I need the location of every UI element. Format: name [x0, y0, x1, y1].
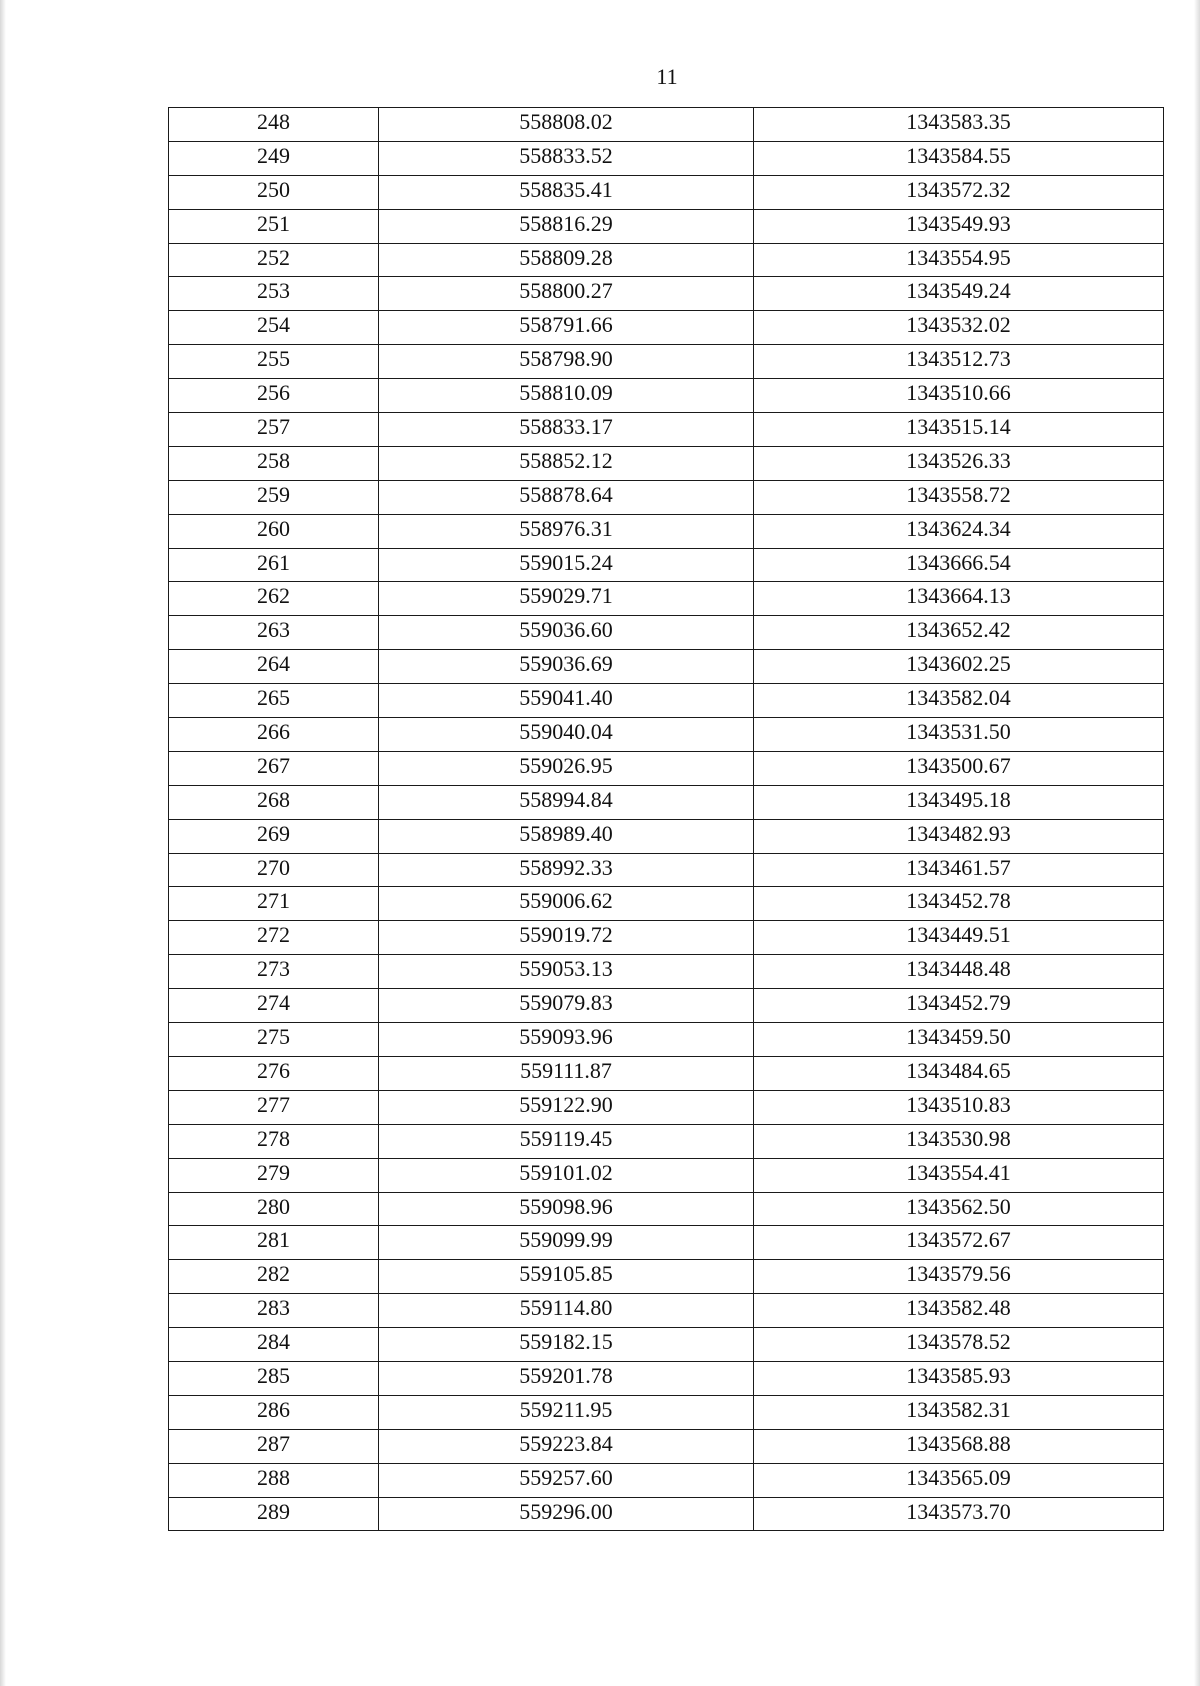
table-row — [169, 887, 1164, 921]
point-number-cell — [169, 446, 379, 480]
x-coordinate-cell — [379, 1226, 754, 1260]
x-coordinate-cell — [379, 1361, 754, 1395]
cell-text: 1343582.04 — [906, 685, 1011, 711]
point-number-cell — [169, 921, 379, 955]
table-row — [169, 108, 1164, 142]
cell-text: 248 — [257, 109, 290, 134]
y-coordinate-cell — [754, 379, 1164, 413]
x-coordinate-cell — [379, 684, 754, 718]
cell-text: 274 — [257, 990, 290, 1016]
cell-text: 558976.31 — [519, 515, 613, 541]
table-row — [169, 1158, 1164, 1192]
y-coordinate-cell — [754, 955, 1164, 989]
cell-text: 558835.41 — [519, 176, 613, 202]
cell-text: 260 — [257, 515, 290, 541]
cell-text: 1343664.13 — [906, 583, 1011, 609]
cell-text: 283 — [257, 1295, 290, 1321]
coordinates-table-body — [169, 108, 1164, 1531]
cell-text: 558852.12 — [519, 447, 613, 473]
y-coordinate-cell — [754, 1260, 1164, 1294]
x-coordinate-cell — [379, 209, 754, 243]
table-row — [169, 243, 1164, 277]
cell-text: 1343585.93 — [906, 1362, 1011, 1388]
table-row — [169, 1090, 1164, 1124]
cell-text: 559006.62 — [519, 888, 613, 914]
point-number-cell — [169, 277, 379, 311]
y-coordinate-cell — [754, 243, 1164, 277]
y-coordinate-cell — [754, 1294, 1164, 1328]
point-number-cell — [169, 311, 379, 345]
x-coordinate-cell — [379, 379, 754, 413]
x-coordinate-cell — [379, 989, 754, 1023]
cell-text: 1343582.48 — [906, 1295, 1011, 1321]
cell-text: 1343554.41 — [906, 1159, 1011, 1185]
point-number-cell — [169, 1463, 379, 1497]
x-coordinate-cell — [379, 1294, 754, 1328]
x-coordinate-cell — [379, 548, 754, 582]
cell-text: 279 — [257, 1159, 290, 1185]
cell-text: 558798.90 — [519, 346, 613, 372]
cell-text: 256 — [257, 380, 290, 406]
cell-text: 286 — [257, 1396, 290, 1422]
cell-text: 1343579.56 — [906, 1261, 1011, 1287]
point-number-cell — [169, 141, 379, 175]
y-coordinate-cell — [754, 1429, 1164, 1463]
cell-text: 253 — [257, 278, 290, 304]
cell-text: 257 — [257, 414, 290, 440]
y-coordinate-cell — [754, 446, 1164, 480]
table-row — [169, 955, 1164, 989]
x-coordinate-cell — [379, 345, 754, 379]
cell-text: 559296.00 — [519, 1498, 613, 1524]
point-number-cell — [169, 1192, 379, 1226]
point-number-cell — [169, 1158, 379, 1192]
cell-text: 1343602.25 — [906, 651, 1011, 677]
page-number: 11 — [656, 64, 678, 89]
point-number-cell — [169, 1361, 379, 1395]
table-row — [169, 345, 1164, 379]
x-coordinate-cell — [379, 1124, 754, 1158]
point-number-cell — [169, 718, 379, 752]
y-coordinate-cell — [754, 989, 1164, 1023]
cell-text: 558816.29 — [519, 210, 613, 236]
y-coordinate-cell — [754, 1124, 1164, 1158]
table-row — [169, 141, 1164, 175]
cell-text: 1343448.48 — [906, 956, 1011, 982]
cell-text: 558791.66 — [519, 312, 613, 338]
point-number-cell — [169, 209, 379, 243]
table-row — [169, 1192, 1164, 1226]
cell-text: 273 — [257, 956, 290, 982]
x-coordinate-cell — [379, 1192, 754, 1226]
cell-text: 267 — [257, 752, 290, 778]
cell-text: 289 — [257, 1498, 290, 1524]
cell-text: 268 — [257, 786, 290, 812]
y-coordinate-cell — [754, 1463, 1164, 1497]
y-coordinate-cell — [754, 277, 1164, 311]
x-coordinate-cell — [379, 751, 754, 785]
table-row — [169, 785, 1164, 819]
y-coordinate-cell — [754, 582, 1164, 616]
y-coordinate-cell — [754, 921, 1164, 955]
cell-text: 558808.02 — [519, 109, 613, 134]
cell-text: 559257.60 — [519, 1464, 613, 1490]
y-coordinate-cell — [754, 1497, 1164, 1531]
x-coordinate-cell — [379, 819, 754, 853]
cell-text: 1343565.09 — [906, 1464, 1011, 1490]
table-row — [169, 1023, 1164, 1057]
cell-text: 1343562.50 — [906, 1193, 1011, 1219]
table-row — [169, 853, 1164, 887]
cell-text: 559119.45 — [519, 1125, 613, 1151]
x-coordinate-cell — [379, 1497, 754, 1531]
y-coordinate-cell — [754, 718, 1164, 752]
x-coordinate-cell — [379, 1260, 754, 1294]
y-coordinate-cell — [754, 1226, 1164, 1260]
x-coordinate-cell — [379, 1023, 754, 1057]
point-number-cell — [169, 1497, 379, 1531]
table-row — [169, 209, 1164, 243]
point-number-cell — [169, 1260, 379, 1294]
cell-text: 266 — [257, 719, 290, 745]
cell-text: 287 — [257, 1430, 290, 1456]
cell-text: 1343531.50 — [906, 719, 1011, 745]
cell-text: 1343583.35 — [906, 109, 1011, 134]
x-coordinate-cell — [379, 480, 754, 514]
cell-text: 271 — [257, 888, 290, 914]
cell-text: 558810.09 — [519, 380, 613, 406]
cell-text: 559079.83 — [519, 990, 613, 1016]
cell-text: 1343452.78 — [906, 888, 1011, 914]
y-coordinate-cell — [754, 514, 1164, 548]
y-coordinate-cell — [754, 1090, 1164, 1124]
coordinates-table — [168, 107, 1164, 1531]
x-coordinate-cell — [379, 108, 754, 142]
cell-text: 558833.17 — [519, 414, 613, 440]
cell-text: 1343666.54 — [906, 549, 1011, 575]
cell-text: 1343459.50 — [906, 1024, 1011, 1050]
x-coordinate-cell — [379, 921, 754, 955]
point-number-cell — [169, 514, 379, 548]
cell-text: 1343554.95 — [906, 244, 1011, 270]
cell-text: 269 — [257, 820, 290, 846]
y-coordinate-cell — [754, 1395, 1164, 1429]
x-coordinate-cell — [379, 616, 754, 650]
cell-text: 265 — [257, 685, 290, 711]
table-row — [169, 1328, 1164, 1362]
cell-text: 252 — [257, 244, 290, 270]
x-coordinate-cell — [379, 413, 754, 447]
cell-text: 1343572.32 — [906, 176, 1011, 202]
cell-text: 559026.95 — [519, 752, 613, 778]
table-row — [169, 1124, 1164, 1158]
cell-text: 559111.87 — [520, 1057, 612, 1083]
point-number-cell — [169, 1395, 379, 1429]
cell-text: 558878.64 — [519, 481, 613, 507]
cell-text: 1343484.65 — [906, 1057, 1011, 1083]
y-coordinate-cell — [754, 684, 1164, 718]
y-coordinate-cell — [754, 650, 1164, 684]
x-coordinate-cell — [379, 1463, 754, 1497]
cell-text: 270 — [257, 854, 290, 880]
cell-text: 559036.60 — [519, 617, 613, 643]
cell-text: 1343482.93 — [906, 820, 1011, 846]
cell-text: 263 — [257, 617, 290, 643]
cell-text: 559098.96 — [519, 1193, 613, 1219]
cell-text: 1343558.72 — [906, 481, 1011, 507]
cell-text: 278 — [257, 1125, 290, 1151]
cell-text: 1343452.79 — [906, 990, 1011, 1016]
x-coordinate-cell — [379, 1056, 754, 1090]
cell-text: 254 — [257, 312, 290, 338]
table-row — [169, 1226, 1164, 1260]
scan-edge-left — [0, 0, 6, 1686]
cell-text: 1343532.02 — [906, 312, 1011, 338]
table-row — [169, 582, 1164, 616]
x-coordinate-cell — [379, 311, 754, 345]
cell-text: 559101.02 — [519, 1159, 613, 1185]
point-number-cell — [169, 379, 379, 413]
table-row — [169, 616, 1164, 650]
cell-text: 1343549.24 — [906, 278, 1011, 304]
point-number-cell — [169, 819, 379, 853]
table-row — [169, 1463, 1164, 1497]
y-coordinate-cell — [754, 345, 1164, 379]
x-coordinate-cell — [379, 1429, 754, 1463]
table-row — [169, 1260, 1164, 1294]
x-coordinate-cell — [379, 141, 754, 175]
y-coordinate-cell — [754, 785, 1164, 819]
cell-text: 277 — [257, 1091, 290, 1117]
point-number-cell — [169, 1090, 379, 1124]
cell-text: 1343512.73 — [906, 346, 1011, 372]
y-coordinate-cell — [754, 1056, 1164, 1090]
y-coordinate-cell — [754, 209, 1164, 243]
cell-text: 559019.72 — [519, 922, 613, 948]
cell-text: 1343530.98 — [906, 1125, 1011, 1151]
x-coordinate-cell — [379, 277, 754, 311]
point-number-cell — [169, 616, 379, 650]
table-row — [169, 921, 1164, 955]
cell-text: 1343573.70 — [906, 1498, 1011, 1524]
x-coordinate-cell — [379, 446, 754, 480]
point-number-cell — [169, 650, 379, 684]
cell-text: 1343510.83 — [906, 1091, 1011, 1117]
cell-text: 280 — [257, 1193, 290, 1219]
point-number-cell — [169, 1328, 379, 1362]
table-row — [169, 311, 1164, 345]
y-coordinate-cell — [754, 853, 1164, 887]
table-row — [169, 989, 1164, 1023]
table-row — [169, 1361, 1164, 1395]
point-number-cell — [169, 955, 379, 989]
cell-text: 250 — [257, 176, 290, 202]
cell-text: 276 — [257, 1057, 290, 1083]
cell-text: 559201.78 — [519, 1362, 613, 1388]
point-number-cell — [169, 1226, 379, 1260]
cell-text: 259 — [257, 481, 290, 507]
point-number-cell — [169, 345, 379, 379]
y-coordinate-cell — [754, 1192, 1164, 1226]
cell-text: 558989.40 — [519, 820, 613, 846]
cell-text: 258 — [257, 447, 290, 473]
point-number-cell — [169, 480, 379, 514]
cell-text: 559029.71 — [519, 583, 613, 609]
point-number-cell — [169, 1056, 379, 1090]
x-coordinate-cell — [379, 650, 754, 684]
cell-text: 559041.40 — [519, 685, 613, 711]
cell-text: 264 — [257, 651, 290, 677]
x-coordinate-cell — [379, 175, 754, 209]
y-coordinate-cell — [754, 175, 1164, 209]
x-coordinate-cell — [379, 1158, 754, 1192]
cell-text: 1343624.34 — [906, 515, 1011, 541]
table-row — [169, 480, 1164, 514]
cell-text: 559211.95 — [519, 1396, 613, 1422]
cell-text: 558994.84 — [519, 786, 613, 812]
cell-text: 559015.24 — [519, 549, 613, 575]
point-number-cell — [169, 684, 379, 718]
point-number-cell — [169, 785, 379, 819]
y-coordinate-cell — [754, 1158, 1164, 1192]
table-row — [169, 1294, 1164, 1328]
cell-text: 1343572.67 — [906, 1227, 1011, 1253]
point-number-cell — [169, 108, 379, 142]
table-row — [169, 277, 1164, 311]
x-coordinate-cell — [379, 718, 754, 752]
cell-text: 261 — [257, 549, 290, 575]
cell-text: 282 — [257, 1261, 290, 1287]
cell-text: 558809.28 — [519, 244, 613, 270]
y-coordinate-cell — [754, 311, 1164, 345]
table-row — [169, 175, 1164, 209]
table-row — [169, 684, 1164, 718]
table-row — [169, 718, 1164, 752]
table-row — [169, 1056, 1164, 1090]
cell-text: 558992.33 — [519, 854, 613, 880]
y-coordinate-cell — [754, 1023, 1164, 1057]
cell-text: 559036.69 — [519, 651, 613, 677]
cell-text: 1343495.18 — [906, 786, 1011, 812]
x-coordinate-cell — [379, 582, 754, 616]
table-row — [169, 819, 1164, 853]
point-number-cell — [169, 989, 379, 1023]
table-row — [169, 514, 1164, 548]
point-number-cell — [169, 1124, 379, 1158]
y-coordinate-cell — [754, 1328, 1164, 1362]
x-coordinate-cell — [379, 887, 754, 921]
point-number-cell — [169, 1023, 379, 1057]
table-row — [169, 1395, 1164, 1429]
table-row — [169, 751, 1164, 785]
point-number-cell — [169, 853, 379, 887]
y-coordinate-cell — [754, 1361, 1164, 1395]
cell-text: 272 — [257, 922, 290, 948]
cell-text: 559099.99 — [519, 1227, 613, 1253]
cell-text: 285 — [257, 1362, 290, 1388]
scan-edge-right — [1194, 0, 1200, 1686]
cell-text: 288 — [257, 1464, 290, 1490]
cell-text: 1343500.67 — [906, 752, 1011, 778]
y-coordinate-cell — [754, 751, 1164, 785]
cell-text: 1343526.33 — [906, 447, 1011, 473]
cell-text: 559040.04 — [519, 719, 613, 745]
cell-text: 249 — [257, 142, 290, 168]
y-coordinate-cell — [754, 887, 1164, 921]
cell-text: 255 — [257, 346, 290, 372]
x-coordinate-cell — [379, 1395, 754, 1429]
y-coordinate-cell — [754, 108, 1164, 142]
x-coordinate-cell — [379, 1090, 754, 1124]
table-row — [169, 548, 1164, 582]
table-row — [169, 413, 1164, 447]
cell-text: 559223.84 — [519, 1430, 613, 1456]
point-number-cell — [169, 1294, 379, 1328]
point-number-cell — [169, 1429, 379, 1463]
point-number-cell — [169, 548, 379, 582]
cell-text: 559105.85 — [519, 1261, 613, 1287]
y-coordinate-cell — [754, 819, 1164, 853]
cell-text: 1343578.52 — [906, 1329, 1011, 1355]
cell-text: 1343652.42 — [906, 617, 1011, 643]
cell-text: 284 — [257, 1329, 290, 1355]
y-coordinate-cell — [754, 413, 1164, 447]
cell-text: 1343568.88 — [906, 1430, 1011, 1456]
x-coordinate-cell — [379, 955, 754, 989]
x-coordinate-cell — [379, 853, 754, 887]
cell-text: 275 — [257, 1024, 290, 1050]
table-row — [169, 446, 1164, 480]
cell-text: 559053.13 — [519, 956, 613, 982]
y-coordinate-cell — [754, 141, 1164, 175]
cell-text: 559182.15 — [519, 1329, 613, 1355]
cell-text: 281 — [257, 1227, 290, 1253]
cell-text: 559093.96 — [519, 1024, 613, 1050]
point-number-cell — [169, 175, 379, 209]
y-coordinate-cell — [754, 548, 1164, 582]
cell-text: 1343549.93 — [906, 210, 1011, 236]
cell-text: 1343515.14 — [906, 414, 1011, 440]
x-coordinate-cell — [379, 785, 754, 819]
y-coordinate-cell — [754, 616, 1164, 650]
cell-text: 262 — [257, 583, 290, 609]
table-row — [169, 1497, 1164, 1531]
table-row — [169, 650, 1164, 684]
cell-text: 559122.90 — [519, 1091, 613, 1117]
cell-text: 1343584.55 — [906, 142, 1011, 168]
cell-text: 251 — [257, 210, 290, 236]
cell-text: 558800.27 — [519, 278, 613, 304]
cell-text: 1343510.66 — [906, 380, 1011, 406]
cell-text: 559114.80 — [519, 1295, 613, 1321]
point-number-cell — [169, 751, 379, 785]
point-number-cell — [169, 243, 379, 277]
cell-text: 1343582.31 — [906, 1396, 1011, 1422]
cell-text: 1343461.57 — [906, 854, 1011, 880]
x-coordinate-cell — [379, 514, 754, 548]
x-coordinate-cell — [379, 243, 754, 277]
cell-text: 1343449.51 — [906, 922, 1011, 948]
y-coordinate-cell — [754, 480, 1164, 514]
x-coordinate-cell — [379, 1328, 754, 1362]
point-number-cell — [169, 887, 379, 921]
cell-text: 558833.52 — [519, 142, 613, 168]
point-number-cell — [169, 413, 379, 447]
table-row — [169, 1429, 1164, 1463]
point-number-cell — [169, 582, 379, 616]
table-row — [169, 379, 1164, 413]
